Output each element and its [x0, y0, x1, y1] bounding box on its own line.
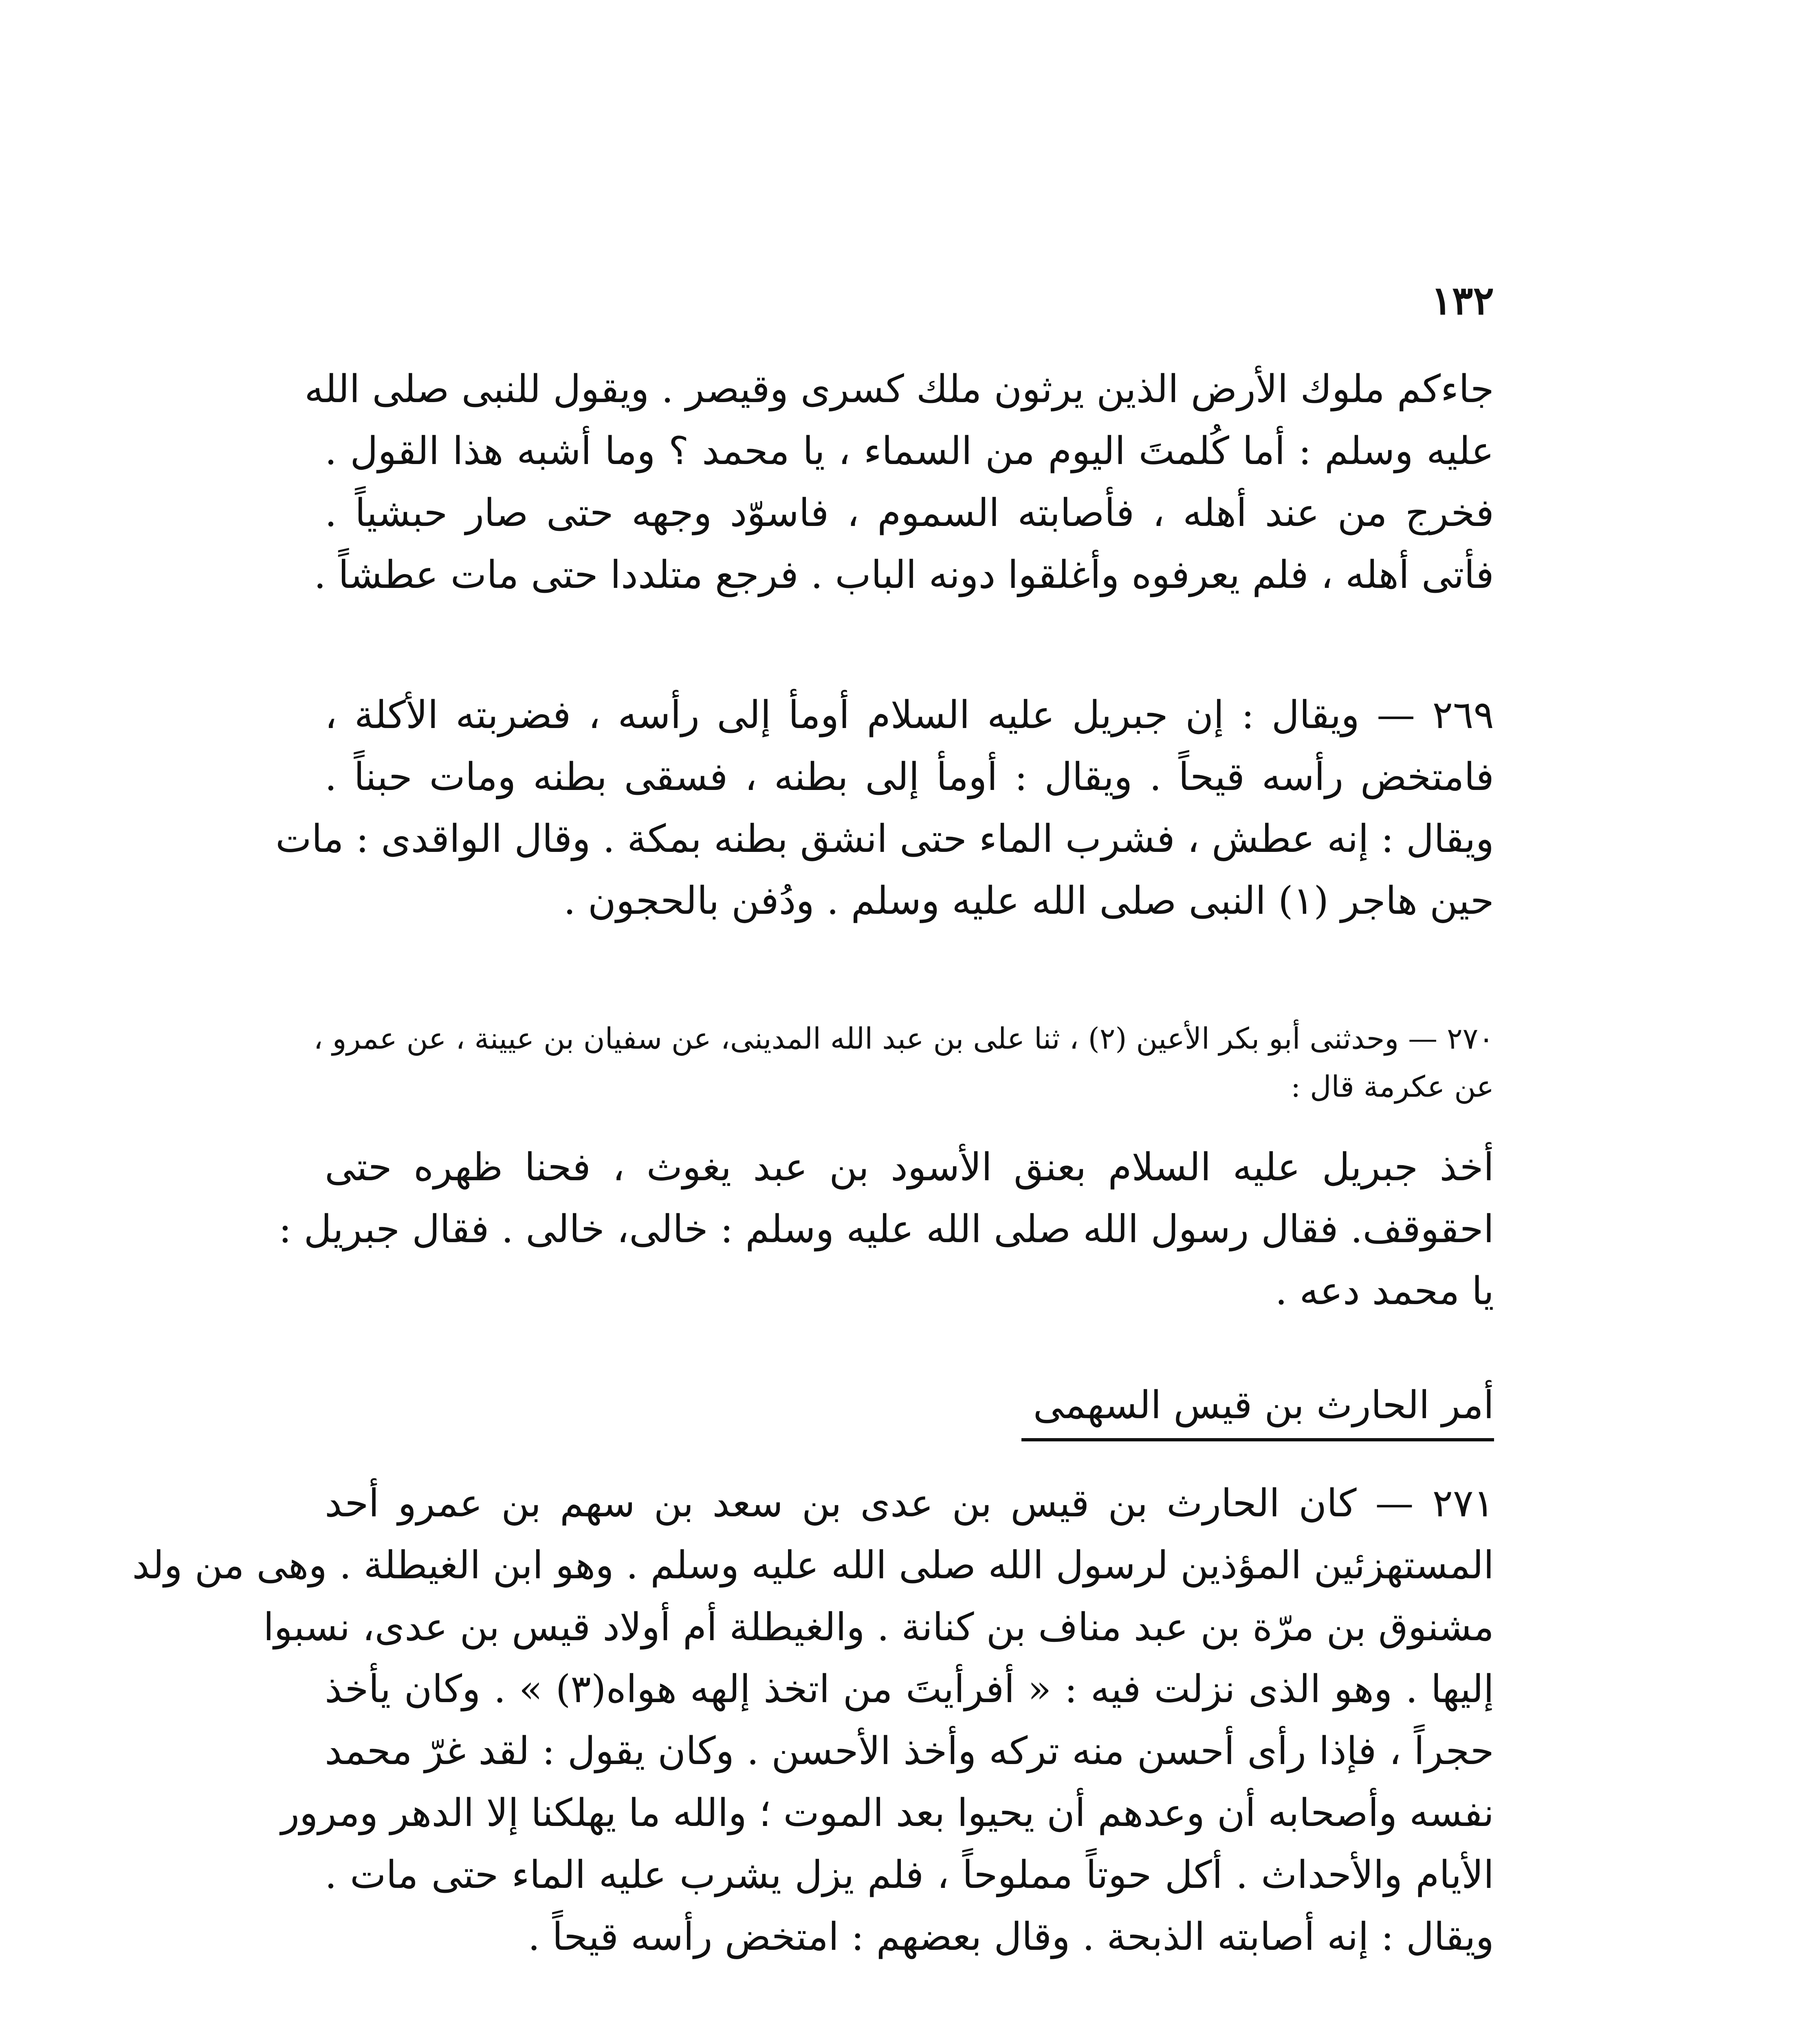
text-line: عن عكرمة قال : — [1291, 1069, 1494, 1104]
paragraph-270 — [279, 1137, 1494, 1322]
text-line: حجراً ، فإذا رأى أحسن منه تركه وأخذ الأحسن . وكان يقول : لقد غرّ محمد — [325, 1729, 1494, 1773]
text-line: يا محمد دعه . — [1275, 1269, 1494, 1313]
text-line: ويقال : إنه أصابته الذبحة . وقال بعضهم : امتخض رأسه قيحاً . — [528, 1915, 1494, 1959]
text-line: فخرج من عند أهله ، فأصابته السموم ، فاسوّد وجهه حتى صار حبشياً . — [325, 491, 1494, 535]
page-number: ١٣٢ — [1431, 277, 1494, 323]
text-line: مشنوق بن مرّة بن عبد مناف بن كنانة . والغيطلة أم أولاد قيس بن عدى، نسبوا — [263, 1605, 1494, 1650]
section-heading-title: أمر الحارث بن قيس السهمى — [1033, 1383, 1494, 1428]
section-heading — [1021, 1377, 1494, 1441]
text-line: ويقال : إنه عطش ، فشرب الماء حتى انشق بطنه بمكة . وقال الواقدى : مات — [275, 817, 1494, 861]
text-line: الأيام والأحداث . أكل حوتاً مملوحاً ، فلم يزل يشرب عليه الماء حتى مات . — [325, 1853, 1494, 1897]
text-line: عليه وسلم : أما كُلمتَ اليوم من السماء ، يا محمد ؟ وما أشبه هذا القول . — [325, 429, 1494, 473]
text-line: حين هاجر (١) النبى صلى الله عليه وسلم . ودُفن بالحجون . — [563, 879, 1494, 923]
text-line: فامتخض رأسه قيحاً . ويقال : أومأ إلى بطنه ، فسقى بطنه ومات حبناً . — [325, 755, 1494, 799]
text-line: احقوقف. فقال رسول الله صلى الله عليه وسلم : خالى، خالى . فقال جبريل : — [279, 1207, 1494, 1252]
paragraph-continuation — [304, 359, 1494, 606]
text-line: جاءكم ملوك الأرض الذين يرثون ملك كسرى وقيصر . ويقول للنبى صلى الله — [304, 367, 1494, 411]
text-line: ٢٦٩ — ويقال : إن جبريل عليه السلام أومأ إلى رأسه ، فضربته الأكلة ، — [325, 693, 1494, 737]
text-line: فأتى أهله ، فلم يعرفوه وأغلقوا دونه الباب . فرجع متلددا حتى مات عطشاً . — [314, 553, 1494, 597]
paragraph-271 — [132, 1473, 1494, 1968]
text-line: ٢٧٠ — وحدثنى أبو بكر الأعين (٢) ، ثنا على بن عبد الله المدينى، عن سفيان بن عيينة ، عن عمرو ، — [313, 1021, 1494, 1056]
text-line: نفسه وأصحابه أن وعدهم أن يحيوا بعد الموت ؛ والله ما يهلكنا إلا الدهر ومرور — [281, 1791, 1494, 1835]
paragraph-269 — [275, 684, 1494, 932]
text-line: أخذ جبريل عليه السلام بعنق الأسود بن عبد يغوث ، فحنا ظهره حتى — [325, 1145, 1494, 1190]
text-line: ٢٧١ — كان الحارث بن قيس بن عدى بن سعد بن سهم بن عمرو أحد — [325, 1481, 1494, 1526]
text-line: المستهزئين المؤذين لرسول الله صلى الله عليه وسلم . وهو ابن الغيطلة . وهى من ولد — [132, 1543, 1494, 1588]
isnad-270 — [313, 1014, 1494, 1111]
text-line: إليها . وهو الذى نزلت فيه : « أفرأيتَ من اتخذ إلهه هواه(٣) » . وكان يأخذ — [325, 1667, 1494, 1711]
